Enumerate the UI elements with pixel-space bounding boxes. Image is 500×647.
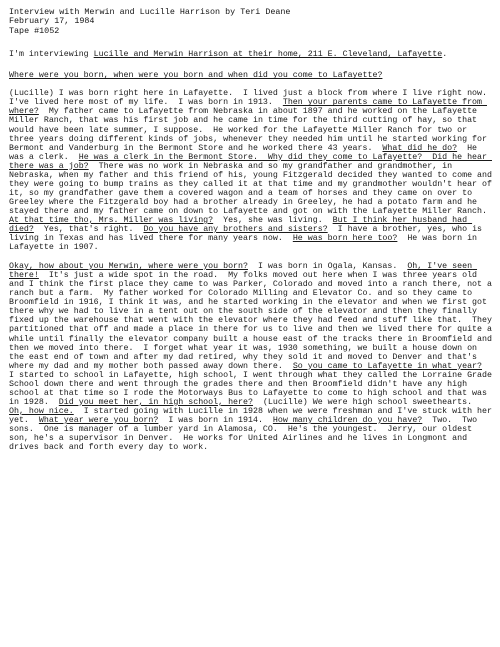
intro-text: I'm interviewing (9, 50, 94, 60)
merwin-question: Oh, I've seen there! (9, 262, 478, 281)
merwin-answer-text: (Lucille) We were high school sweethearts. (252, 397, 483, 407)
lucille-answer-text: Yes, that's right. (33, 225, 144, 235)
intro-address: Lucille and Merwin Harrison at their home, 211 E. Cleveland, Lafayette (93, 50, 443, 60)
merwin-answer-text: I started going with Lucille in 1928 when we were freshman and I've stuck with her yet. (9, 406, 497, 425)
merwin-answer-paragraph (9, 262, 497, 453)
tape-number: Tape #1052 (9, 25, 60, 36)
merwin-answer-text: I started to school in Lafayette, high school, I went through what they called the Lorraine Grade School down there and went through the grades there and then Broomfield didn't have any high school at that time so I rode the Motorways Bus to Lafayette to come to high school and that was in 1928. (9, 361, 497, 407)
lucille-question: But I think her husband had died? (9, 215, 473, 235)
transcript-page (9, 7, 497, 640)
lucille-question: He was born here too? (292, 234, 398, 244)
interview-title: Interview with Merwin and Lucille Harrison by Teri Deane (9, 7, 291, 17)
document-header (9, 8, 493, 36)
lucille-answer-text: There was no work in Nebraska and so my grandfather and grandmother, in Nebraska, when my father and this friend of his, young Fitzgerald decided they wanted to come and they were going to bump trains as they called it at that time and my grandmother wouldn't hear of it, so my grandfather gave them a covered wagon and a team of horses and they came on over to Greeley where the Fitzgerald boy had a brother already in Greeley, he had a potato farm and he stayed there and my father came on down to Lafayette and got on with the Lafayette Miller Ranch. (9, 161, 497, 216)
lucille-answer-text: He was born in Lafayette in 1907. (9, 234, 483, 253)
merwin-question: So you came to Lafayette in what year? (292, 361, 483, 371)
question-birth: Where were you born, when were you born and when did you come to Lafayette? (9, 71, 383, 81)
merwin-answer-text: I was born in 1914. (158, 415, 273, 425)
intro-paragraph (9, 50, 493, 59)
merwin-question: What year were you born? (38, 415, 159, 425)
interview-date: February 17, 1984 (9, 16, 95, 27)
merwin-answer-text: It's just a wide spot in the road. My folks moved out here when I was three years old and I think the first place they came to was Parker, Colorado and moved into a ranch there, not a ranch but a farm. My father worked for Colorado Milling and Elevator Co. and so they came to Broomfield in 1916, I think it was, and he started working in the elevator and when we first got there why we had to live in a tent out on the south side of the elevator and then they finally fixed up the warehouse that went with the elevator where they had feed and stuff like that. They partitioned that off and made a place in there for us to live and then we lived there for quite a while until finally the elevator company built a house east of the tracks there in Broomfield and then we moved into there. I forget what year it was, 1930 something, we built a house down on the east end of town and after my dad retired, why they sold it and moved to Denver and that's where my dad and my mother both passed away down there. (9, 271, 497, 371)
lucille-question: What did he do? (382, 143, 458, 153)
merwin-answer-text: Two. Two sons. One is manager of a lumber yard in Alamosa, CO. He's the youngest. Jerry, our oldest son, he's a supervisor in Denver. He works for United Airlines and he lives in Longmont and drives back and forth every day to work. (9, 415, 483, 453)
lucille-answer-paragraph (9, 89, 497, 253)
lucille-question: He was a clerk in the Bermont Store. Why did they come to Lafayette? Did he hear there was a job? (9, 152, 492, 171)
merwin-question: Did you meet her, in high school, here? (58, 397, 253, 407)
lucille-question: Then your parents came to Lafayette from where? (9, 98, 487, 117)
intro-end: . (442, 50, 448, 60)
lucille-answer-text: Yes, she was living. (213, 215, 333, 225)
lucille-question: Do you have any brothers and sisters? (143, 225, 328, 235)
lucille-answer-text: He was a clerk. (9, 143, 483, 162)
merwin-question: Okay, how about you Merwin, where were you born? (9, 262, 248, 272)
merwin-question: Oh, how nice. (9, 406, 74, 416)
merwin-answer-text: I was born in Ogala, Kansas. (248, 262, 408, 272)
lucille-answer-text: (Lucille) I was born right here in Lafayette. I lived just a block from where I live right now. I've lived here most of my life. I was born in 1913. (9, 89, 497, 108)
lucille-question: At that time tho, Mrs. Miller was living? (9, 215, 214, 225)
merwin-question: How many children do you have? (272, 415, 423, 425)
lucille-answer-text: My father came to Lafayette from Nebraska in about 1897 and he worked on the Lafayette Miller Ranch, that was his first job and he came in time for the third cutting of hay, so that would have been late summer, I suppose. He worked for the Lafayette Miller Ranch for two or three years doing different kinds of jobs, whenever they needed him until he started working for Bermont and Vanderburg in the Bermont Store and he worked there 43 years. (9, 107, 492, 153)
lucille-answer-text: I have a brother, yes, who is living in Texas and has lived there for many years now. (9, 225, 488, 244)
